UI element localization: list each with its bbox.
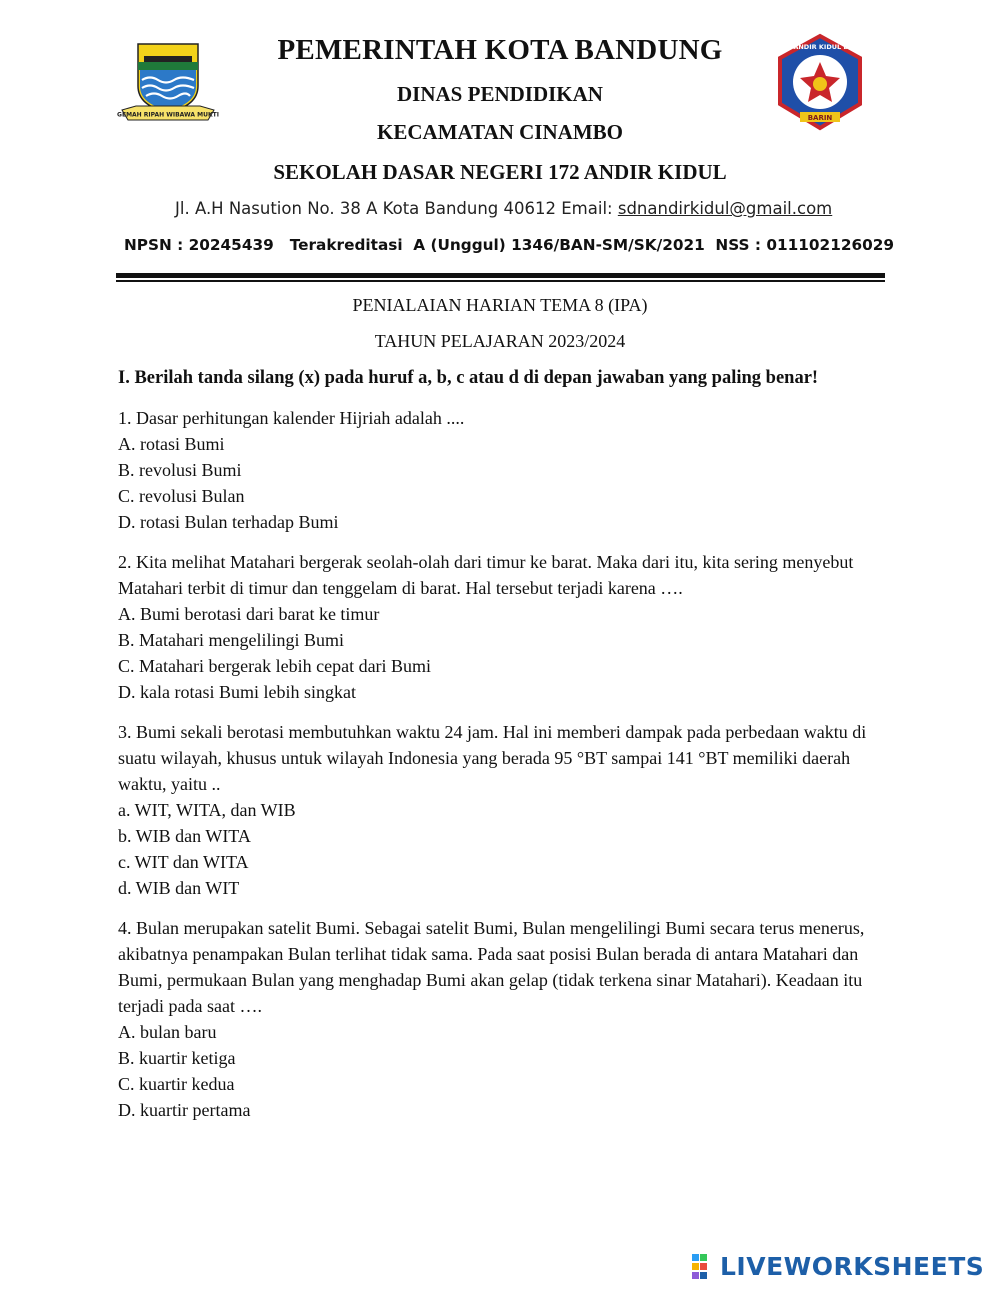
liveworksheets-brand: [692, 1252, 985, 1284]
accreditation-line: NPSN : 20245439 Terakreditasi A (Unggul) 1346/BAN-SM/SK/2021 NSS : 011102126029: [124, 236, 895, 254]
option-b[interactable]: B. Matahari mengelilingi Bumi: [118, 630, 344, 650]
question-text: 3. Bumi sekali berotasi membutuhkan waktu 24 jam. Hal ini memberi dampak pada perbedaan waktu di suatu wilayah, khusus untuk wilayah Indonesia yang berada 95 °BT sampai 141 °BT memiliki daerah waktu, yaitu ..: [118, 722, 867, 794]
left-logo-motto: GEMAH RIPAH WIBAWA MUKTI: [117, 111, 219, 119]
right-logo-bottom-text: BARIN: [807, 114, 833, 122]
email-link[interactable]: sdnandirkidul@gmail.com: [617, 199, 833, 218]
option-b[interactable]: B. kuartir ketiga: [118, 1048, 236, 1068]
question-3: [118, 719, 888, 901]
question-2: [118, 549, 888, 705]
option-b[interactable]: b. WIB dan WITA: [118, 826, 251, 846]
header-divider-thin: [116, 280, 885, 282]
question-text: 4. Bulan merupakan satelit Bumi. Sebagai satelit Bumi, Bulan mengelilingi Bumi secara terus menerus, akibatnya penampakan Bulan terlihat tidak sama. Pada saat posisi Bulan berada di antara Matahari dan Bumi, permukaan Bulan yang menghadap Bumi akan gelap (tidak terkena sinar Matahari). Keadaan itu terjadi pada saat ….: [118, 918, 865, 1016]
instruction: I. Berilah tanda silang (x) pada huruf a, b, c atau d di depan jawaban yang paling benar!: [118, 368, 819, 388]
school-address: [175, 199, 832, 218]
question-text: 1. Dasar perhitungan kalender Hijriah adalah ....: [118, 408, 465, 428]
header-department: DINAS PENDIDIKAN: [397, 82, 603, 106]
header-divider-thick: [116, 273, 885, 278]
option-c[interactable]: c. WIT dan WITA: [118, 852, 249, 872]
option-a[interactable]: A. Bumi berotasi dari barat ke timur: [118, 604, 380, 624]
question-text: 2. Kita melihat Matahari bergerak seolah-olah dari timur ke barat. Maka dari itu, kita sering menyebut Matahari terbit di timur dan tenggelam di barat. Hal tersebut terjadi karena ….: [118, 552, 854, 598]
option-d[interactable]: d. WIB dan WIT: [118, 878, 240, 898]
address-text: Jl. A.H Nasution No. 38 A Kota Bandung 40612 Email:: [175, 199, 618, 218]
option-a[interactable]: A. bulan baru: [118, 1022, 217, 1042]
option-a[interactable]: A. rotasi Bumi: [118, 434, 225, 454]
assessment-title: PENIALAIAN HARIAN TEMA 8 (IPA): [352, 295, 648, 315]
header-school-name: SEKOLAH DASAR NEGERI 172 ANDIR KIDUL: [273, 160, 727, 184]
option-d[interactable]: D. kuartir pertama: [118, 1100, 251, 1120]
option-b[interactable]: B. revolusi Bumi: [118, 460, 242, 480]
option-d[interactable]: D. kala rotasi Bumi lebih singkat: [118, 682, 356, 702]
option-c[interactable]: C. revolusi Bulan: [118, 486, 245, 506]
option-c[interactable]: C. kuartir kedua: [118, 1074, 235, 1094]
liveworksheets-logo-icon: [692, 1254, 716, 1280]
question-1: [118, 405, 888, 535]
option-d[interactable]: D. rotasi Bulan terhadap Bumi: [118, 512, 339, 532]
right-logo-ring-text: SDN 172 ANDIR KIDUL BANDUNG: [759, 43, 881, 51]
header-district: KECAMATAN CINAMBO: [377, 120, 623, 144]
option-c[interactable]: C. Matahari bergerak lebih cepat dari Bumi: [118, 656, 432, 676]
liveworksheets-wordmark: LIVEWORKSHEETS: [720, 1252, 985, 1281]
school-year: TAHUN PELAJARAN 2023/2024: [374, 331, 626, 351]
header-government: PEMERINTAH KOTA BANDUNG: [277, 34, 723, 66]
option-a[interactable]: a. WIT, WITA, dan WIB: [118, 800, 296, 820]
question-4: [118, 915, 888, 1123]
